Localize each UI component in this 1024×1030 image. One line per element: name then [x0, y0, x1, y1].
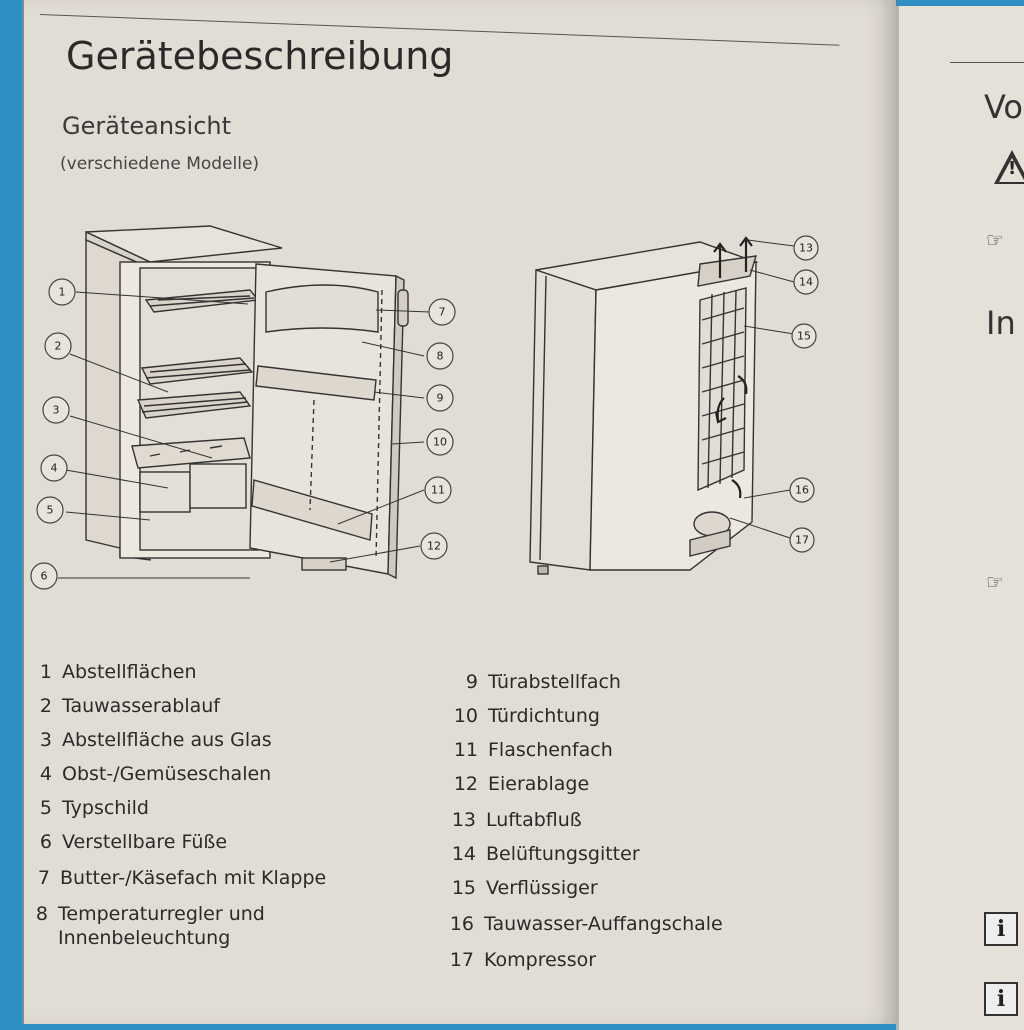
callout-4 — [41, 455, 67, 481]
right-page-heading-fragment-2: In — [986, 304, 1016, 342]
callout-1 — [49, 279, 75, 305]
legend-item-14: 14 Belüftungsgitter — [451, 843, 640, 865]
legend-item-1: 1 Abstellflächen — [39, 661, 197, 683]
legend-item-13: 13 Luftabfluß — [451, 809, 582, 831]
callout-12 — [421, 533, 447, 559]
svg-text:3: 3 — [52, 403, 60, 417]
legend-item-8: 8 Temperaturregler und Innenbeleuchtung — [35, 903, 265, 949]
svg-text:6: 6 — [40, 569, 48, 583]
legend-item-16: 16 Tauwasser-Auffangschale — [449, 913, 723, 935]
legend-item-6: 6 Verstellbare Füße — [39, 831, 228, 853]
svg-text:5: 5 — [46, 503, 54, 517]
svg-text:4: 4 — [50, 461, 58, 475]
subtitle-note: (verschiedene Modelle) — [60, 154, 260, 174]
svg-text:2: 2 — [54, 339, 62, 353]
svg-text:10: 10 — [433, 435, 447, 449]
fridge-rear-drawing — [530, 242, 756, 574]
right-page-heading-fragment-1: Vo — [984, 88, 1023, 126]
pointing-hand-icon-1: ☞ — [986, 228, 1004, 252]
callout-15 — [792, 324, 816, 348]
legend-item-2: 2 Tauwasserablauf — [39, 695, 220, 717]
warning-icon-glyph: ! — [1008, 158, 1017, 179]
callout-9 — [427, 385, 453, 411]
svg-text:13: 13 — [799, 241, 813, 255]
callout-3 — [43, 397, 69, 423]
callout-10 — [427, 429, 453, 455]
pointing-hand-icon-2: ☞ — [986, 570, 1004, 594]
svg-text:12: 12 — [427, 539, 441, 553]
svg-text:8: 8 — [436, 349, 444, 363]
callout-14 — [794, 270, 818, 294]
callout-2 — [45, 333, 71, 359]
legend-item-9: 9 Türabstellfach — [465, 671, 621, 693]
right-page-rule — [950, 62, 1024, 63]
callout-7 — [429, 299, 455, 325]
info-icon-2: i — [984, 982, 1018, 1016]
svg-text:1: 1 — [58, 285, 66, 299]
svg-text:9: 9 — [436, 391, 444, 405]
callout-8 — [427, 343, 453, 369]
legend-item-12: 12 Eierablage — [453, 773, 590, 795]
fridge-front-drawing — [86, 226, 408, 578]
callout-16 — [790, 478, 814, 502]
legend-item-11: 11 Flaschenfach — [453, 739, 613, 761]
subsection-title: Geräteansicht — [62, 112, 232, 140]
legend-item-7: 7 Butter-/Käsefach mit Klappe — [37, 867, 327, 889]
legend-item-15: 15 Verflüssiger — [451, 877, 598, 899]
callout-13 — [794, 236, 818, 260]
legend-item-4: 4 Obst-/Gemüseschalen — [39, 763, 272, 785]
legend-item-5: 5 Typschild — [39, 797, 149, 819]
legend-item-3: 3 Abstellfläche aus Glas — [39, 729, 272, 751]
callout-6 — [31, 563, 57, 589]
legend-item-17: 17 Kompressor — [449, 949, 597, 971]
info-icon-1: i — [984, 912, 1018, 946]
callout-5 — [37, 497, 63, 523]
callout-17 — [790, 528, 814, 552]
svg-text:15: 15 — [797, 329, 811, 343]
svg-text:17: 17 — [795, 533, 809, 547]
svg-text:11: 11 — [431, 483, 445, 497]
callout-11 — [425, 477, 451, 503]
svg-text:16: 16 — [795, 483, 809, 497]
legend-item-10: 10 Türdichtung — [453, 705, 600, 727]
svg-text:14: 14 — [799, 275, 813, 289]
section-title: Gerätebeschreibung — [66, 34, 454, 78]
svg-text:7: 7 — [438, 305, 446, 319]
